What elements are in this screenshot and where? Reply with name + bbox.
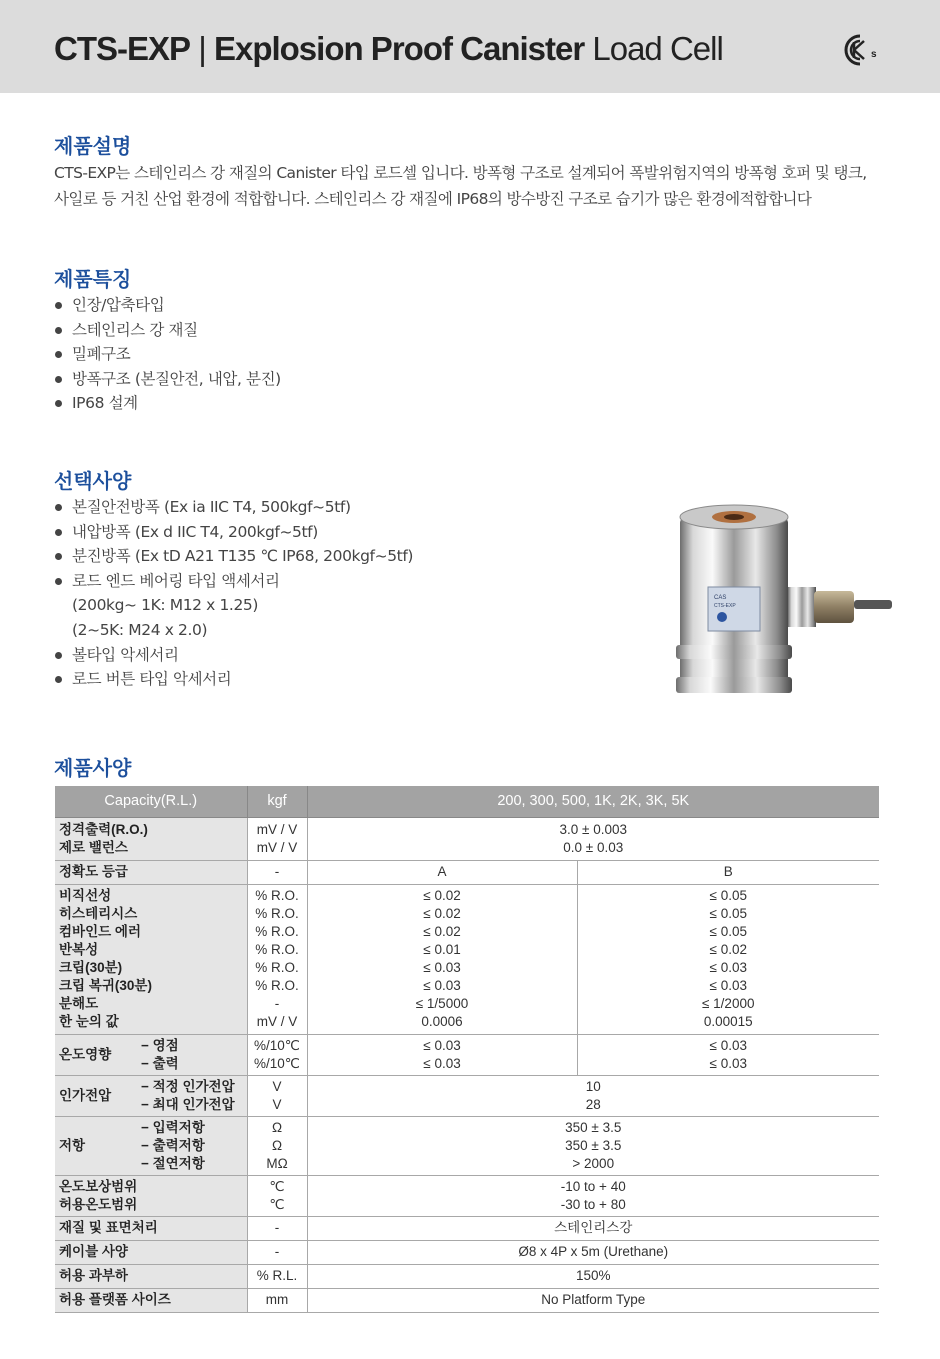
title-tail: Load Cell <box>592 30 723 67</box>
bullet-icon <box>55 652 62 659</box>
options-list <box>54 495 413 692</box>
description-line-1: CTS-EXP는 스테인리스 강 재질의 Canister 타입 로드셀 입니다. 방폭형 구조로 설계되어 폭발위험지역의 방폭형 호퍼 및 탱크, <box>54 164 867 182</box>
title-model: CTS-EXP <box>54 30 191 67</box>
spec-table <box>55 786 879 1313</box>
table-row: 정격출력(R.O.) 제로 밸런스 mV / V mV / V 3.0 ± 0.003 0.0 ± 0.03 <box>55 817 879 860</box>
table-row: 허용 과부하 % R.L. 150% <box>55 1264 879 1288</box>
description-text <box>54 160 894 212</box>
page-title <box>54 30 723 68</box>
option-item: 내압방폭 (Ex d IIC T4, 200kgf~5tf) <box>54 520 413 545</box>
product-photo <box>668 495 898 707</box>
options-title: 선택사양 <box>54 469 132 493</box>
option-item: 로드 엔드 베어링 타입 액세서리 (200kg~ 1K: M12 x 1.25) (2~5K: M24 x 2.0) <box>54 569 413 643</box>
table-header-row <box>55 786 879 817</box>
description-line-2: 사일로 등 거친 산업 환경에 적합합니다. 스테인리스 강 재질에 IP68의 방수방진 구조로 습기가 많은 환경에적합합니다 <box>54 190 812 208</box>
feature-item: IP68 설계 <box>54 391 281 416</box>
feature-item: 인장/압축타입 <box>54 293 281 318</box>
option-item: 볼타입 악세서리 <box>54 643 413 668</box>
option-item: 로드 버튼 타입 악세서리 <box>54 667 413 692</box>
bullet-icon <box>55 400 62 407</box>
bullet-icon <box>55 327 62 334</box>
table-row: 케이블 사양 - Ø8 x 4P x 5m (Urethane) <box>55 1240 879 1264</box>
description-title: 제품설명 <box>54 134 132 158</box>
table-row: 정확도 등급 - A B <box>55 860 879 884</box>
option-item: 본질안전방폭 (Ex ia IIC T4, 500kgf~5tf) <box>54 495 413 520</box>
svg-text:s: s <box>871 49 877 60</box>
header-capacity: Capacity(R.L.) <box>55 786 247 817</box>
header-unit: kgf <box>247 786 307 817</box>
table-row: 인가전압 − 적정 인가전압 − 최대 인가전압 V V 10 28 <box>55 1075 879 1116</box>
header-capacity-values: 200, 300, 500, 1K, 2K, 3K, 5K <box>307 786 879 817</box>
option-item: 분진방폭 (Ex tD A21 T135 ℃ IP68, 200kgf~5tf) <box>54 544 413 569</box>
table-row: 비직선성 히스테리시스 컴바인드 에러 반복성 크립(30분) 크립 복귀(30분) 분해도 한 눈의 값 % R.O. % R.O. % R.O. % R.O. % R.O. % R.O. - mV / V ≤ 0.02 ≤ 0.02 ≤ 0.02 ≤ 0.01 ≤ 0.03 ≤ 0.03 ≤ 1/5000 0.0006 ≤ 0.05 ≤ 0.05 ≤ 0.05 ≤ 0.02 ≤ 0.03 ≤ 0.03 ≤ 1/2000 0.00015 <box>55 884 879 1034</box>
feature-item: 방폭구조 (본질안전, 내압, 분진) <box>54 367 281 392</box>
table-row: 재질 및 표면처리 - 스테인리스강 <box>55 1216 879 1240</box>
bullet-icon <box>55 302 62 309</box>
bullet-icon <box>55 578 62 585</box>
bullet-icon <box>55 529 62 536</box>
features-list <box>54 293 281 416</box>
specs-title: 제품사양 <box>54 756 132 780</box>
feature-item: 밀폐구조 <box>54 342 281 367</box>
feature-item: 스테인리스 강 재질 <box>54 318 281 343</box>
title-main: Explosion Proof Canister <box>213 30 585 67</box>
page-header <box>0 0 940 93</box>
photo-label-brand: CAS <box>714 595 727 601</box>
bullet-icon <box>55 376 62 383</box>
table-row: 저항 − 입력저항 − 출력저항 − 절연저항 Ω Ω MΩ 350 ± 3.5 350 ± 3.5 > 2000 <box>55 1116 879 1175</box>
bullet-icon <box>55 553 62 560</box>
title-separator: | <box>198 30 206 67</box>
table-row: 온도영향 − 영점 − 출력 %/10℃ %/10℃ ≤ 0.03 ≤ 0.03 ≤ 0.03 ≤ 0.03 <box>55 1034 879 1075</box>
kc-certification-icon <box>842 30 882 70</box>
photo-label-model: CTS-EXP <box>714 603 736 609</box>
bullet-icon <box>55 351 62 358</box>
features-title: 제품특징 <box>54 267 132 291</box>
bullet-icon <box>55 676 62 683</box>
table-row: 허용 플랫폼 사이즈 mm No Platform Type <box>55 1288 879 1312</box>
table-row: 온도보상범위 허용온도범위 ℃ ℃ -10 to + 40 -30 to + 80 <box>55 1175 879 1216</box>
bullet-icon <box>55 504 62 511</box>
